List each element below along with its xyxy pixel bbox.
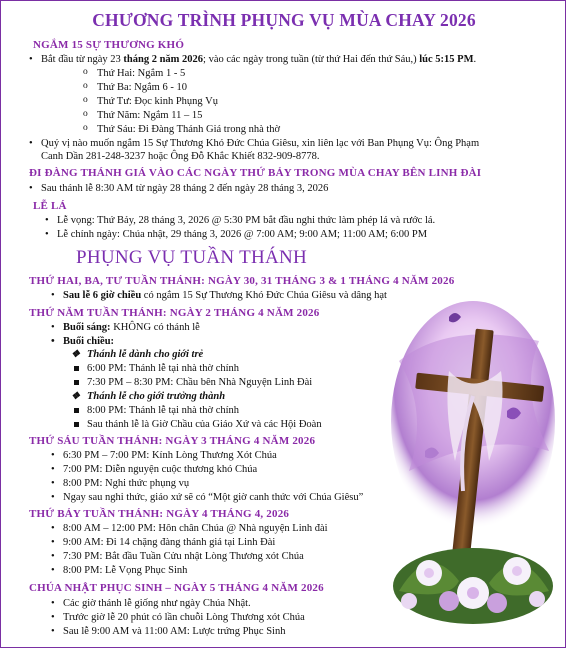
ngam-start-end: . bbox=[473, 54, 477, 65]
ngam-day-item: o Thứ Hai: Ngắm 1 - 5 bbox=[97, 67, 185, 80]
ngam-start-line bbox=[41, 53, 476, 66]
ngam-contact-line2: Canh Dần 281-248-3237 hoặc Ông Đỗ Khắc Khiết 832-909-8778. bbox=[41, 151, 320, 162]
phuc-sinh-item: • Trước giờ lễ 20 phút có lần chuỗi Lòng Thương xót Chúa bbox=[63, 611, 305, 624]
thu-bay-item: • 8:00 AM – 12:00 PM: Hôn chân Chúa @ Nhà nguyện Linh đài bbox=[63, 522, 328, 535]
ngam-start-pre: Bắt đầu từ ngày 23 bbox=[41, 54, 124, 65]
youth-item: 7:30 PM – 8:30 PM: Chầu bên Nhà Nguyện Linh Đài bbox=[87, 377, 313, 388]
thu-nam-morning-label: Buổi sáng: bbox=[63, 322, 111, 333]
youth-item: 6:00 PM: Thánh lễ tại nhà thờ chính bbox=[87, 363, 240, 374]
youth-heading: ❖ Thánh lễ dành cho giới trẻ bbox=[87, 348, 203, 361]
holy-week-title: PHỤNG VỤ TUẦN THÁNH bbox=[76, 247, 308, 268]
thu-sau-item: • Ngay sau nghi thức, giáo xứ sẽ có “Một giờ canh thức với Chúa Giêsu” bbox=[63, 491, 363, 504]
thu-sau-item: • 6:30 PM – 7:00 PM: Kính Lòng Thương Xót Chúa bbox=[63, 449, 277, 462]
section-heading-le-la: LỄ LÁ bbox=[33, 200, 67, 212]
section-heading-ngam: NGẮM 15 SỰ THƯƠNG KHÓ bbox=[33, 39, 185, 51]
section-heading-thu-sau: THỨ SÁU TUẦN THÁNH: NGÀY 3 THÁNG 4 NĂM 2026 bbox=[29, 435, 316, 447]
section-heading-thu-nam: THỨ NĂM TUẦN THÁNH: NGÀY 2 THÁNG 4 NĂM 2026 bbox=[29, 307, 320, 319]
thu-nam-afternoon-label: • Buổi chiều: bbox=[63, 335, 114, 348]
thu-sau-item: • 7:00 PM: Diễn nguyện cuộc thương khó Chúa bbox=[63, 463, 257, 476]
page-title: CHƯƠNG TRÌNH PHỤNG VỤ MÙA CHAY 2026 bbox=[92, 10, 476, 30]
di-dang-line: • Sau thánh lễ 8:30 AM từ ngày 28 tháng 2 đến ngày 28 tháng 3, 2026 bbox=[41, 182, 328, 195]
adult-item: Sau thánh lễ là Giờ Chầu của Giáo Xứ và các Hội Đoàn bbox=[87, 419, 322, 430]
le-la-item: • Lễ chính ngày: Chúa nhật, 29 tháng 3, 2026 @ 7:00 AM; 9:00 AM; 11:00 AM; 6:00 PM bbox=[57, 228, 427, 241]
thu-hai-rest: có ngắm 15 Sự Thương Khó Đức Chúa Giêsu và dâng hạt bbox=[141, 290, 387, 301]
ngam-contact-line1: • Quý vị nào muốn ngắm 15 Sự Thương Khó Đức Chúa Giêsu, xin liên lạc với Ban Phụng Vụ: Ông Phạm bbox=[41, 137, 479, 150]
ngam-start-date: tháng 2 năm 2026 bbox=[123, 54, 204, 65]
thu-hai-item bbox=[63, 289, 387, 302]
le-la-item: • Lễ vọng: Thứ Bảy, 28 tháng 3, 2026 @ 5:30 PM bắt đầu nghi thức làm phép lá và rước lá. bbox=[57, 214, 435, 227]
thu-nam-morning-text: KHÔNG có thánh lễ bbox=[110, 322, 200, 333]
thu-bay-item: • 7:30 PM: Bắt đầu Tuần Cửu nhật Lòng Thương xót Chúa bbox=[63, 550, 304, 563]
adult-heading: ❖ Thánh lễ cho giới trưởng thành bbox=[87, 390, 225, 403]
easter-cross-illustration bbox=[389, 301, 557, 631]
ngam-start-mid: ; vào các ngày trong tuần (từ thứ Hai đến thứ Sáu,) bbox=[203, 54, 420, 65]
thu-hai-bold: Sau lễ 6 giờ chiều bbox=[63, 290, 142, 301]
section-heading-thu-hai: THỨ HAI, BA, TƯ TUẦN THÁNH: NGÀY 30, 31 THÁNG 3 & 1 THÁNG 4 NĂM 2026 bbox=[29, 275, 455, 287]
thu-sau-item: • 8:00 PM: Nghi thức phụng vụ bbox=[63, 477, 189, 490]
thu-nam-morning bbox=[63, 321, 200, 334]
adult-item: 8:00 PM: Thánh lễ tại nhà thờ chính bbox=[87, 405, 240, 416]
phuc-sinh-item: • Sau lễ 9:00 AM và 11:00 AM: Lược trứng Phục Sinh bbox=[63, 625, 285, 638]
ngam-day-item: o Thứ Sáu: Đi Đàng Thánh Giá trong nhà thờ bbox=[97, 123, 280, 136]
section-heading-phuc-sinh: CHÚA NHẬT PHỤC SINH – NGÀY 5 THÁNG 4 NĂM 2026 bbox=[29, 582, 324, 594]
section-heading-thu-bay: THỨ BẢY TUẦN THÁNH: NGÀY 4 THÁNG 4, 2026 bbox=[29, 508, 290, 520]
thu-bay-item: • 8:00 PM: Lễ Vọng Phục Sinh bbox=[63, 564, 187, 577]
ngam-day-item: o Thứ Ba: Ngắm 6 - 10 bbox=[97, 81, 187, 94]
ngam-day-item: o Thứ Tư: Đọc kinh Phụng Vụ bbox=[97, 95, 218, 108]
ngam-day-item: o Thứ Năm: Ngắm 11 – 15 bbox=[97, 109, 202, 122]
ngam-start-time: lúc 5:15 PM bbox=[419, 54, 474, 65]
thu-bay-item: • 9:00 AM: Đi 14 chặng đàng thánh giá tại Linh Đài bbox=[63, 536, 275, 549]
section-heading-di-dang: ĐI ĐÀNG THÁNH GIÁ VÀO CÁC NGÀY THỨ BẢY TRONG MÙA CHAY BÊN LINH ĐÀI bbox=[29, 167, 482, 179]
phuc-sinh-item: • Các giờ thánh lễ giống như ngày Chúa Nhật. bbox=[63, 597, 251, 610]
